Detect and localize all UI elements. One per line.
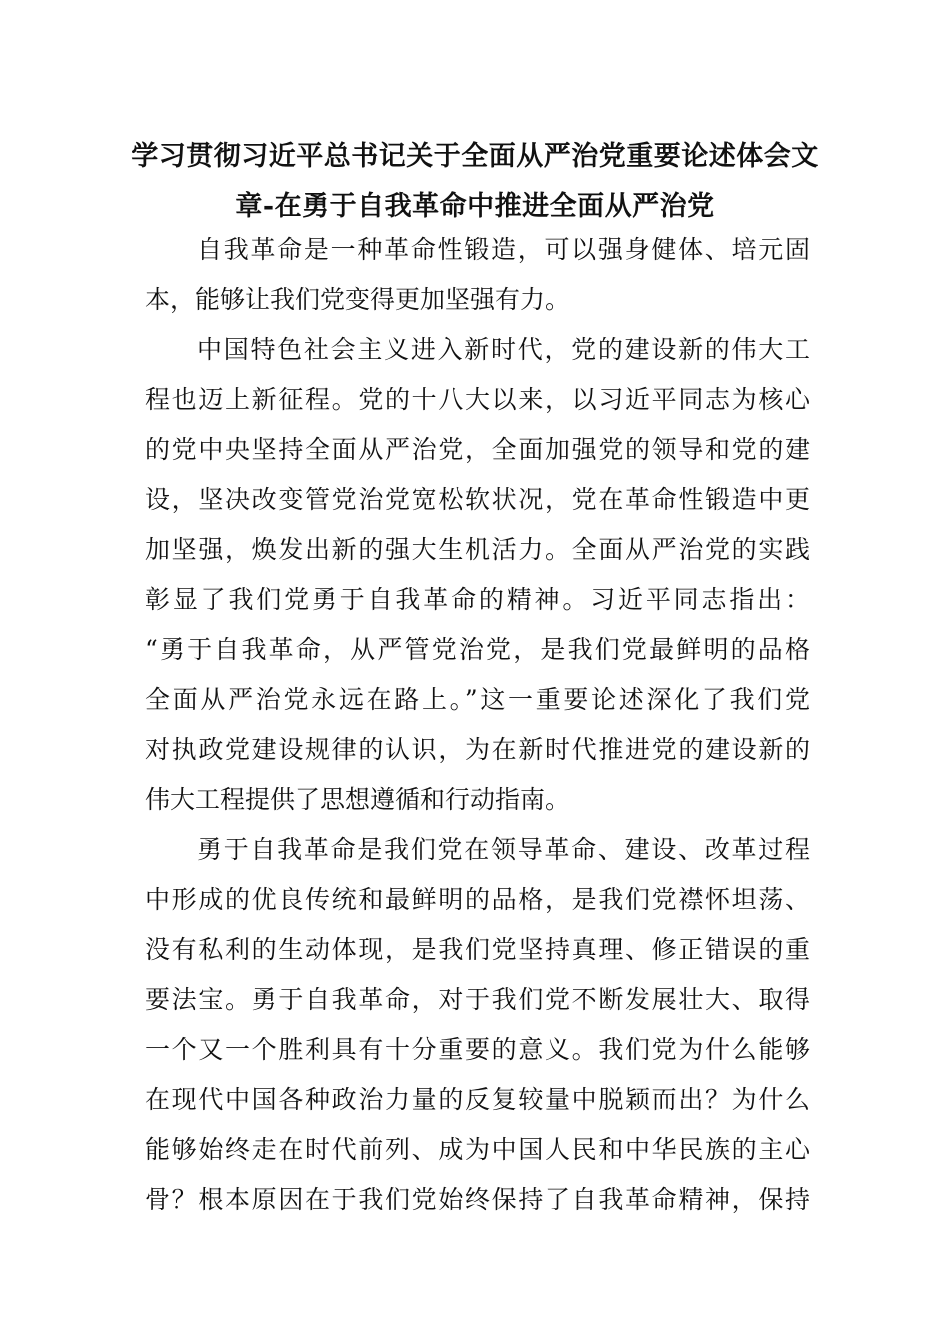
paragraph-line: 对执政党建设规律的认识，为在新时代推进党的建设新的 [145,735,810,764]
paragraph-line: 程也迈上新征程。党的十八大以来，以习近平同志为核心 [145,385,810,414]
paragraph-line: 自我革命是一种革命性锻造，可以强身健体、培元固 [197,235,810,264]
paragraph-line: 勇于自我革命是我们党在领导革命、建设、改革过程 [197,835,810,864]
paragraph-line: 中国特色社会主义进入新时代，党的建设新的伟大工 [197,335,810,364]
document-title-line-2: 章-在勇于自我革命中推进全面从严治党 [235,191,715,222]
document-title-line-1: 学习贯彻习近平总书记关于全面从严治党重要论述体会文 [131,141,819,172]
paragraph-line: 的党中央坚持全面从严治党，全面加强党的领导和党的建 [145,435,810,464]
paragraph-line: 中形成的优良传统和最鲜明的品格，是我们党襟怀坦荡、 [145,885,810,914]
paragraph-line: 骨？根本原因在于我们党始终保持了自我革命精神，保持 [145,1185,810,1214]
paragraph-line: 伟大工程提供了思想遵循和行动指南。 [145,785,571,814]
paragraph-line: 要法宝。勇于自我革命，对于我们党不断发展壮大、取得 [145,985,810,1014]
paragraph-line: 设，坚决改变管党治党宽松软状况，党在革命性锻造中更 [145,485,810,514]
paragraph-line: 能够始终走在时代前列、成为中国人民和中华民族的主心 [145,1135,810,1164]
paragraph-line: 一个又一个胜利具有十分重要的意义。我们党为什么能够 [145,1035,810,1064]
paragraph-line: 加坚强，焕发出新的强大生机活力。全面从严治党的实践 [145,535,810,564]
paragraph-line: 在现代中国各种政治力量的反复较量中脱颖而出？为什么 [145,1085,810,1114]
paragraph-line: 本，能够让我们党变得更加坚强有力。 [145,285,571,314]
paragraph-line: 彰显了我们党勇于自我革命的精神。习近平同志指出： [145,585,810,614]
paragraph-line: 没有私利的生动体现，是我们党坚持真理、修正错误的重 [145,935,810,964]
paragraph-line: 全面从严治党永远在路上。”这一重要论述深化了我们党 [145,685,810,714]
paragraph-line: “勇于自我革命，从严管党治党，是我们党最鲜明的品格 [145,635,810,664]
